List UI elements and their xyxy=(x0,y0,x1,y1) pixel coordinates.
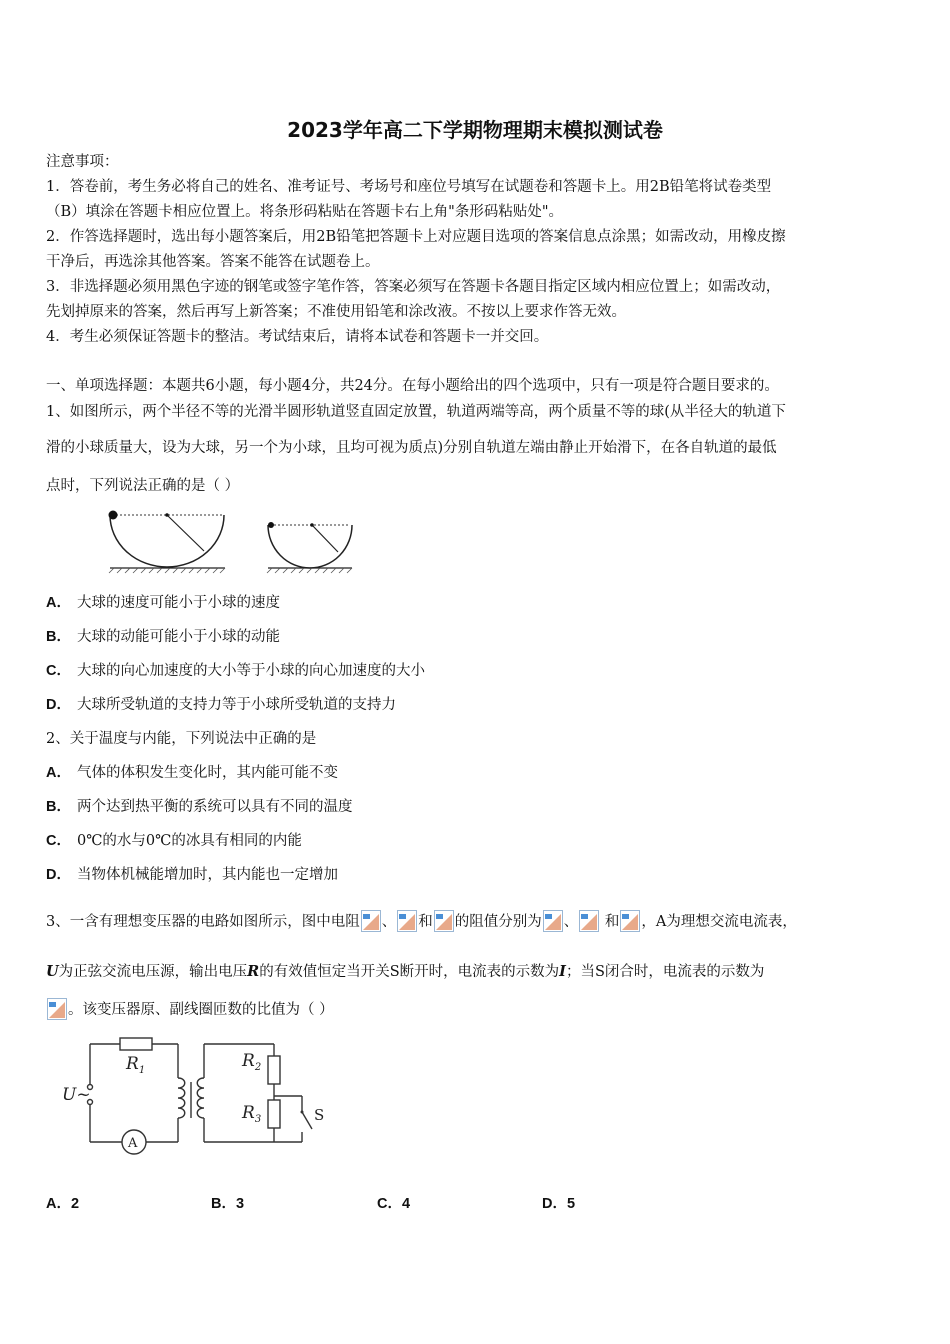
option-b[interactable]: B． 大球的动能可能小于小球的动能 xyxy=(46,629,280,645)
notice-line: 3．非选择题必须用黑色字迹的钢笔或签字笔作答，答案必须写在答题卡各题目指定区域内相应位置上；如需改动， xyxy=(46,279,781,295)
switch-label: S xyxy=(314,1106,325,1124)
notice-line: 1．答卷前，考生务必将自己的姓名、准考证号、考场号和座位号填写在试题卷和答题卡上。用2B铅笔将试卷类型 xyxy=(46,179,772,195)
section-heading: 一、单项选择题：本题共6小题，每小题4分，共24分。在每小题给出的四个选项中，只有一项是符合题目要求的。 xyxy=(46,378,779,394)
broken-image-icon xyxy=(579,910,599,932)
r2-label: $R_2$ xyxy=(242,1051,262,1073)
question-stem: 3、一含有理想变压器的电路如图所示，图中电阻 、 和 的阻值分别为 、 和 ，A为理想交流电流表， xyxy=(46,910,797,932)
question-stem: 1、如图所示，两个半径不等的光滑半圆形轨道竖直固定放置，轨道两端等高，两个质量不等的球(从半径大的轨道下 xyxy=(46,404,786,420)
question-stem: 滑的小球质量大，设为大球，另一个为小球，且均可视为质点)分别自轨道左端由静止开始滑下，在各自轨道的最低 xyxy=(46,440,777,456)
question-stem: 点时，下列说法正确的是（ ） xyxy=(46,478,240,494)
question-stem: 。该变压器原、副线圈匝数的比值为（ ） xyxy=(46,998,334,1020)
voltage-source-label: U~ xyxy=(62,1085,91,1105)
ammeter-label: A xyxy=(128,1136,138,1151)
broken-image-icon xyxy=(434,910,454,932)
page-title: 2023学年高二下学期物理期末模拟测试卷 xyxy=(287,118,663,142)
option-c[interactable]: C． 大球的向心加速度的大小等于小球的向心加速度的大小 xyxy=(46,663,425,679)
question-stem: 2、关于温度与内能，下列说法中正确的是 xyxy=(46,731,317,747)
broken-image-icon xyxy=(47,998,67,1020)
option-b[interactable]: B． 两个达到热平衡的系统可以具有不同的温度 xyxy=(46,799,353,815)
notice-line: 干净后，再选涂其他答案。答案不能答在试题卷上。 xyxy=(46,254,380,270)
broken-image-icon xyxy=(397,910,417,932)
option-c[interactable]: C．4 xyxy=(377,1196,411,1212)
broken-image-icon xyxy=(620,910,640,932)
semicircle-track-figure xyxy=(100,505,370,580)
option-d[interactable]: D． 当物体机械能增加时，其内能也一定增加 xyxy=(46,867,338,883)
option-b[interactable]: B．3 xyxy=(211,1196,245,1212)
option-d[interactable]: D． 大球所受轨道的支持力等于小球所受轨道的支持力 xyxy=(46,697,396,713)
r1-label: $R_1$ xyxy=(126,1054,146,1076)
broken-image-icon xyxy=(543,910,563,932)
option-a[interactable]: A．2 xyxy=(46,1196,80,1212)
option-d[interactable]: D．5 xyxy=(542,1196,576,1212)
option-a[interactable]: A． 气体的体积发生变化时，其内能可能不变 xyxy=(46,765,338,781)
notice-line: 2．作答选择题时，选出每小题答案后，用2B铅笔把答题卡上对应题目选项的答案信息点涂黑；如需改动，用橡皮擦 xyxy=(46,229,786,245)
notice-heading: 注意事项： xyxy=(46,154,119,170)
broken-image-icon xyxy=(361,910,381,932)
notice-line: 先划掉原来的答案，然后再写上新答案；不准使用铅笔和涂改液。不按以上要求作答无效。 xyxy=(46,304,626,320)
r3-label: $R_3$ xyxy=(242,1103,262,1125)
notice-line: 4．考生必须保证答题卡的整洁。考试结束后，请将本试卷和答题卡一并交回。 xyxy=(46,329,549,345)
transformer-circuit-figure xyxy=(60,1032,340,1167)
question-stem: U为正弦交流电压源，输出电压R的有效值恒定当开关S断开时，电流表的示数为I；当S闭合时，电流表的示数为 xyxy=(46,963,765,980)
option-c[interactable]: C． 0℃的水与0℃的冰具有相同的内能 xyxy=(46,833,302,849)
notice-line: （B）填涂在答题卡相应位置上。将条形码粘贴在答题卡右上角"条形码粘贴处"。 xyxy=(46,204,563,220)
option-a[interactable]: A． 大球的速度可能小于小球的速度 xyxy=(46,595,280,611)
